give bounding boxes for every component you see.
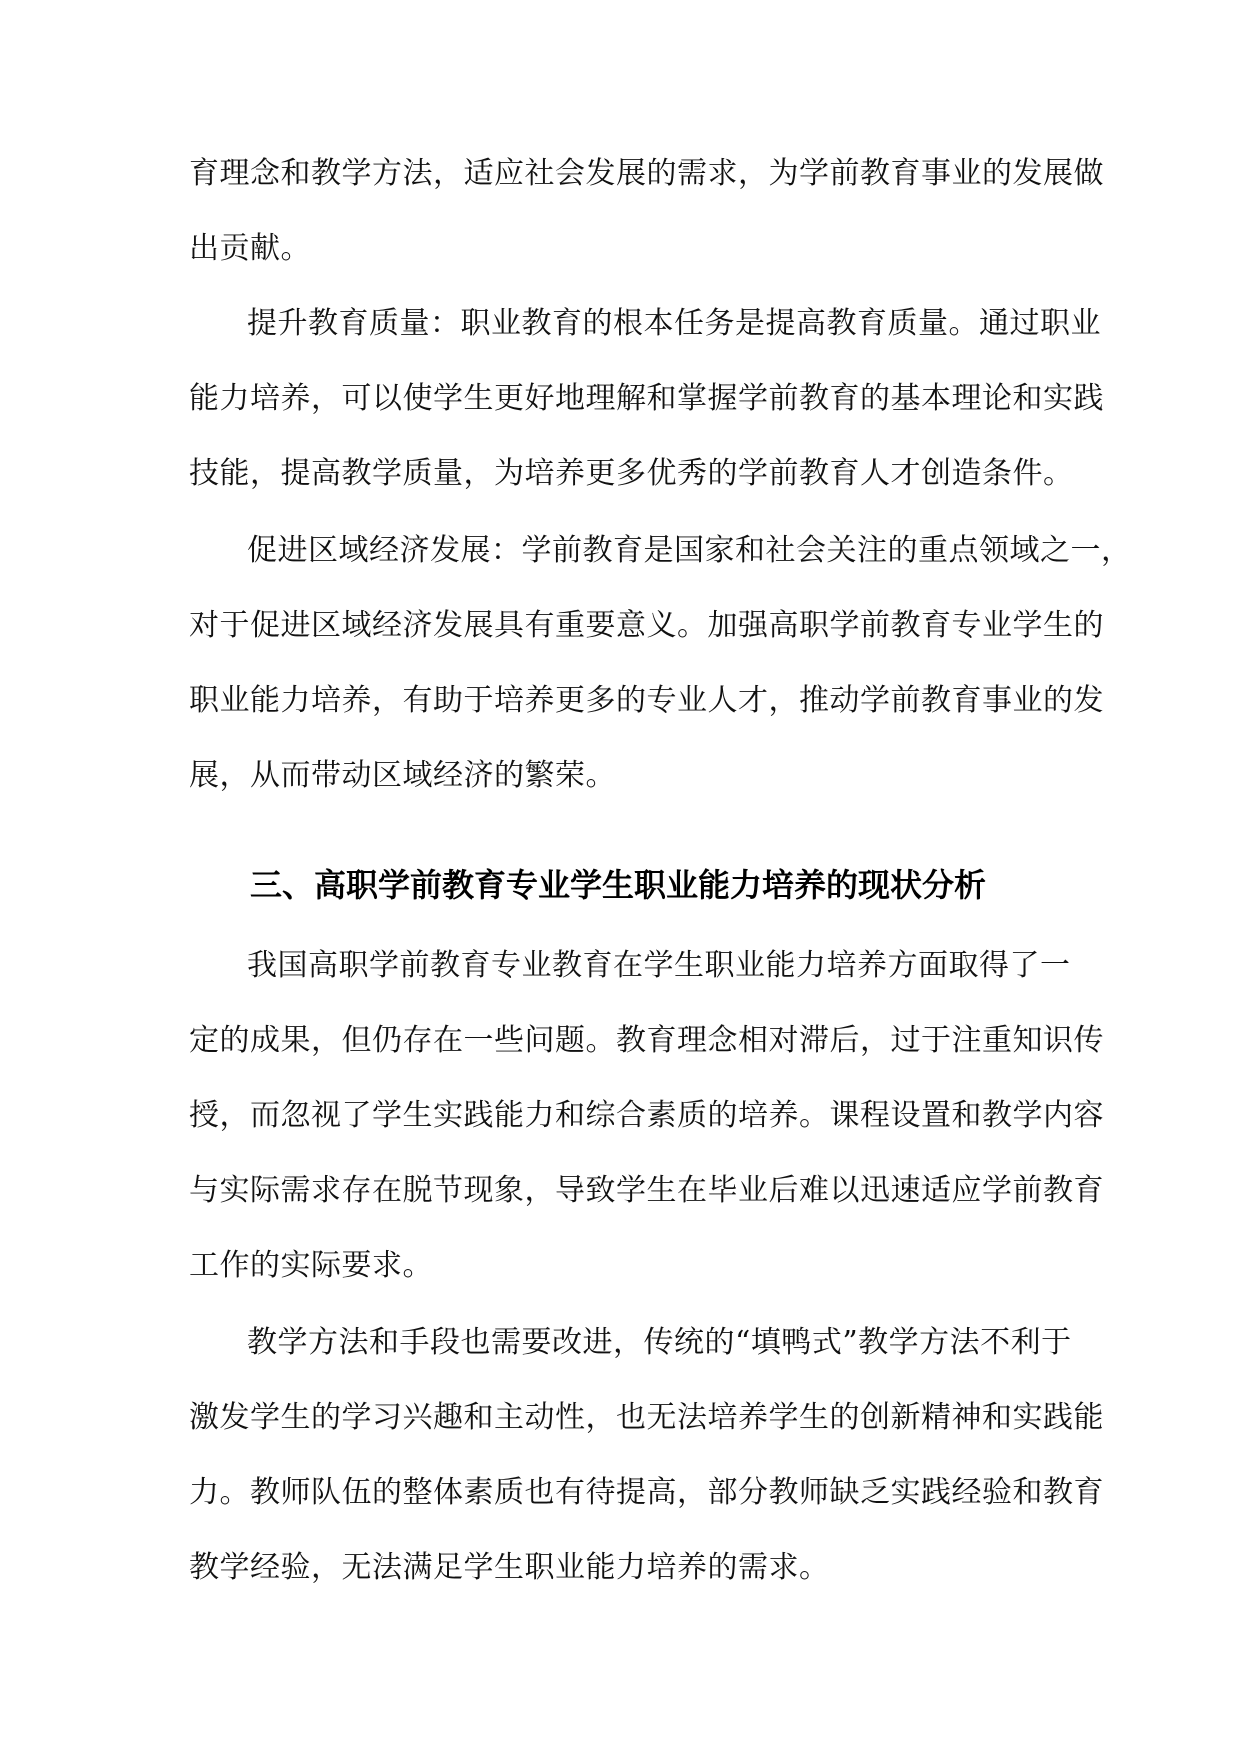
paragraph-line: 促进区域经济发展：学前教育是国家和社会关注的重点领域之一，: [247, 533, 1132, 568]
paragraph-line: 技能，提高教学质量，为培养更多优秀的学前教育人才创造条件。: [189, 456, 1074, 491]
paragraph-line: 职业能力培养，有助于培养更多的专业人才，推动学前教育事业的发: [189, 683, 1104, 718]
paragraph-line: 能力培养，可以使学生更好地理解和掌握学前教育的基本理论和实践: [189, 381, 1104, 416]
paragraph-line: 定的成果，但仍存在一些问题。教育理念相对滞后，过于注重知识传: [189, 1023, 1104, 1058]
paragraph-line: 展，从而带动区域经济的繁荣。: [189, 758, 616, 793]
paragraph-line: 与实际需求存在脱节现象，导致学生在毕业后难以迅速适应学前教育: [189, 1173, 1104, 1208]
paragraph-line: 教学经验，无法满足学生职业能力培养的需求。: [189, 1550, 830, 1585]
paragraph-line: 我国高职学前教育专业教育在学生职业能力培养方面取得了一: [247, 948, 1071, 983]
paragraph-line: 工作的实际要求。: [189, 1248, 433, 1283]
section-heading: 三、高职学前教育专业学生职业能力培养的现状分析: [250, 866, 987, 904]
paragraph-line: 出贡献。: [189, 231, 311, 266]
paragraph-line: 育理念和教学方法，适应社会发展的需求，为学前教育事业的发展做: [189, 156, 1104, 191]
paragraph-line: 授，而忽视了学生实践能力和综合素质的培养。课程设置和教学内容: [189, 1098, 1104, 1133]
paragraph-line: 对于促进区域经济发展具有重要意义。加强高职学前教育专业学生的: [189, 608, 1104, 643]
paragraph-line: 提升教育质量：职业教育的根本任务是提高教育质量。通过职业: [247, 306, 1101, 341]
paragraph-line: 教学方法和手段也需要改进，传统的“填鸭式”教学方法不利于: [247, 1325, 1072, 1360]
paragraph-line: 力。教师队伍的整体素质也有待提高，部分教师缺乏实践经验和教育: [189, 1475, 1104, 1510]
paragraph-line: 激发学生的学习兴趣和主动性，也无法培养学生的创新精神和实践能: [189, 1400, 1104, 1435]
